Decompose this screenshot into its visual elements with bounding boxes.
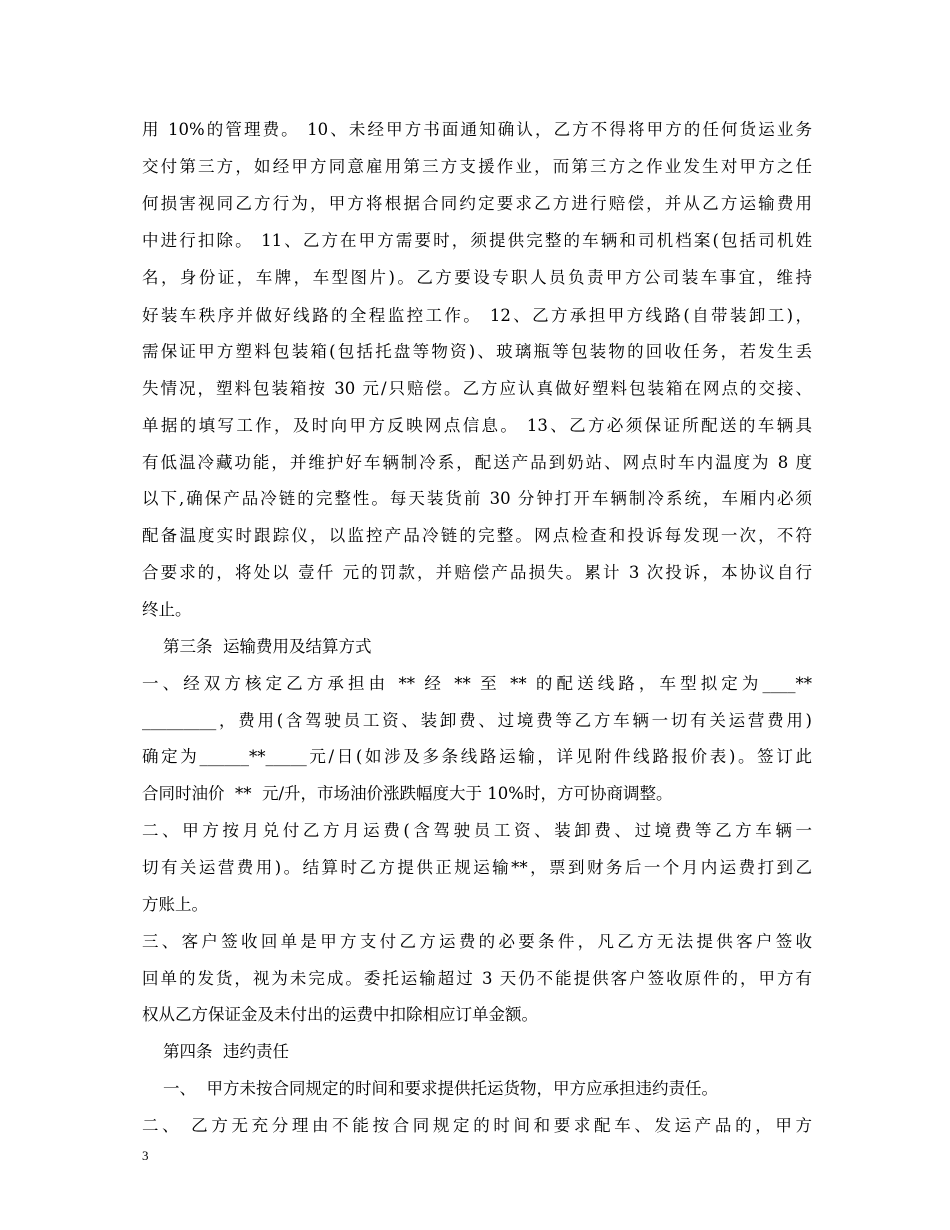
text-line: 二、甲方按月兑付乙方月运费(含驾驶员工资、装卸费、过境费等乙方车辆一 [142, 821, 812, 840]
text-line: 二、 乙方无充分理由不能按合同规定的时间和要求配车、发运产品的，甲方 [142, 1116, 812, 1135]
text-line: 回单的发货，视为未完成。委托运输超过 3 天仍不能提供客户签收原件的，甲方有 [142, 969, 812, 988]
text-line: 三、客户签收回单是甲方支付乙方运费的必要条件，凡乙方无法提供客户签收 [142, 932, 812, 951]
text-line: 用 10%的管理费。 10、未经甲方书面通知确认，乙方不得将甲方的任何货运业务 [142, 120, 812, 139]
text-line: 确定为______**_____元/日(如涉及多条线路运输，详见附件线路报价表)。签订此 [142, 747, 812, 766]
text-line: 单据的填写工作，及时向甲方反映网点信息。 13、乙方必须保证所配送的车辆具 [142, 416, 812, 435]
text-line: 一、 甲方未按合同规定的时间和要求提供托运货物，甲方应承担违约责任。 [142, 1079, 718, 1098]
text-line: 失情况，塑料包装箱按 30 元/只赔偿。乙方应认真做好塑料包装箱在网点的交接、 [142, 379, 812, 398]
text-line: 切有关运营费用)。结算时乙方提供正规运输**，票到财务后一个月内运费打到乙 [142, 858, 812, 877]
page-number: 3 [142, 1148, 149, 1163]
text-line: 终止。 [142, 600, 192, 619]
text-line: 合同时油价 ** 元/升，市场油价涨跌幅度大于 10%时，方可协商调整。 [142, 784, 673, 803]
text-line: 权从乙方保证金及未付出的运费中扣除相应订单金额。 [142, 1005, 538, 1024]
text-line: 中进行扣除。 11、乙方在甲方需要时，须提供完整的车辆和司机档案(包括司机姓 [142, 231, 812, 250]
text-line: 一、经双方核定乙方承担由 ** 经 ** 至 ** 的配送线路，车型拟定为____** [142, 674, 812, 693]
text-line: 名，身份证，车牌，车型图片)。乙方要设专职人员负责甲方公司装车事宜，维持 [142, 268, 812, 287]
text-line: 合要求的，将处以 壹仟 元的罚款，并赔偿产品损失。累计 3 次投诉，本协议自行 [142, 563, 812, 582]
text-line: 以下,确保产品冷链的完整性。每天装货前 30 分钟打开车辆制冷系统，车厢内必须 [142, 489, 812, 508]
text-line: 何损害视同乙方行为，甲方将根据合同约定要求乙方进行赔偿，并从乙方运输费用 [142, 194, 812, 213]
text-line: 需保证甲方塑料包装箱(包括托盘等物资)、玻璃瓶等包装物的回收任务，若发生丢 [142, 342, 812, 361]
text-line: 交付第三方，如经甲方同意雇用第三方支援作业，而第三方之作业发生对甲方之任 [142, 157, 812, 176]
text-line: 第三条 运输费用及结算方式 [142, 637, 372, 656]
text-line: 好装车秩序并做好线路的全程监控工作。 12、乙方承担甲方线路(自带装卸工)， [142, 306, 812, 325]
text-line: 有低温冷藏功能，并维护好车辆制冷系，配送产品到奶站、网点时车内温度为 8 度 [142, 453, 812, 472]
text-line: _________，费用(含驾驶员工资、装卸费、过境费等乙方车辆一切有关运营费用) [142, 711, 812, 730]
text-line: 第四条 违约责任 [142, 1042, 289, 1061]
text-line: 配备温度实时跟踪仪，以监控产品冷链的完整。网点检查和投诉每发现一次，不符 [142, 526, 812, 545]
text-line: 方账上。 [142, 895, 208, 914]
